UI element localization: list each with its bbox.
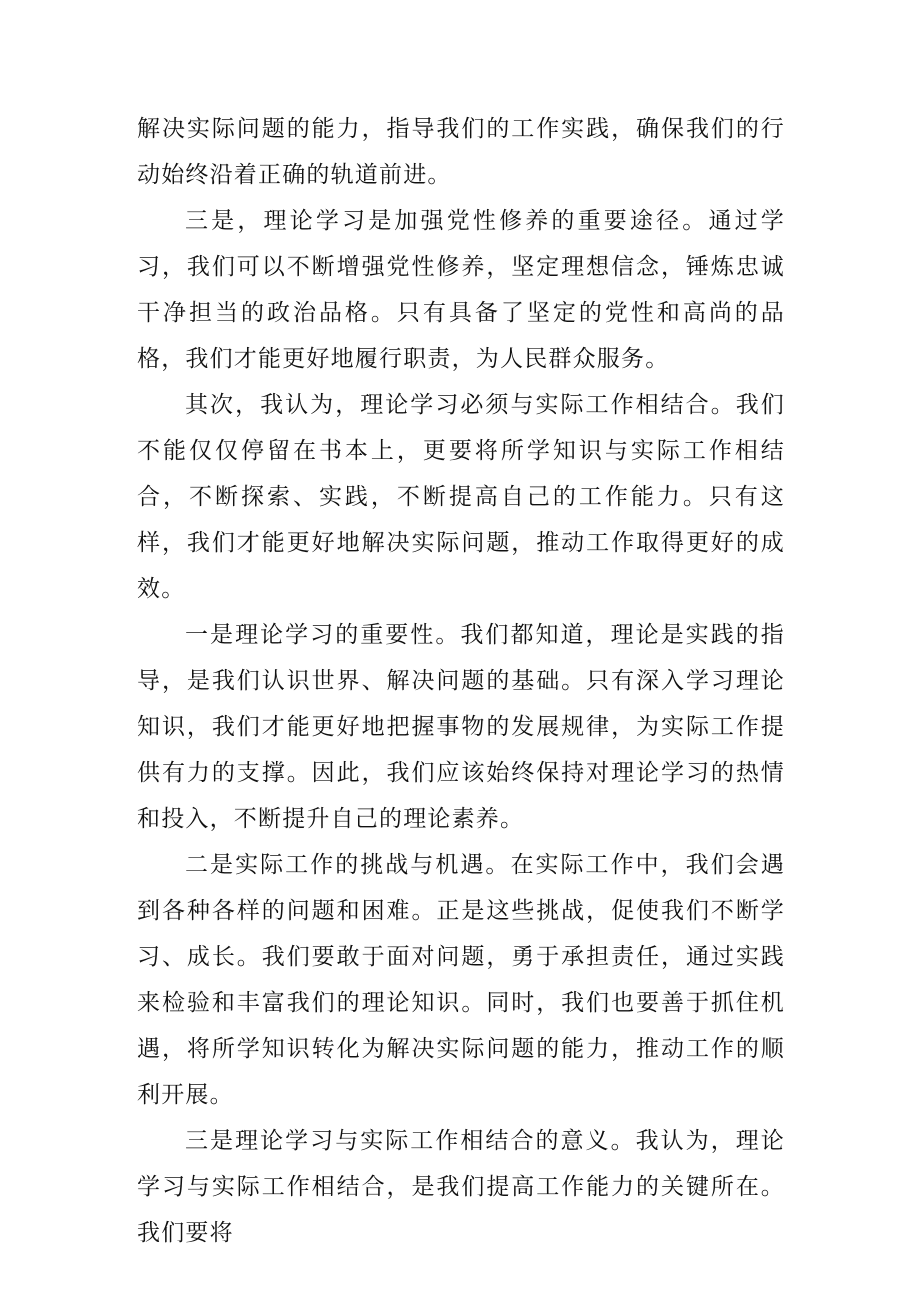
paragraph-importance: 一是理论学习的重要性。我们都知道，理论是实践的指导，是我们认识世界、解决问题的基础。只有深入学习理论知识，我们才能更好地把握事物的发展规律，为实际工作提供有力的支撑。因此，我们应该始终保持对理论学习的热情和投入，不断提升自己的理论素养。 — [137, 622, 785, 832]
paragraph-party-spirit: 三是，理论学习是加强党性修养的重要途径。通过学习，我们可以不断增强党性修养，坚定理想信念，锤炼忠诚干净担当的政治品格。只有具备了坚定的党性和高尚的品格，我们才能更好地履行职责，为人民群众服务。 — [137, 208, 785, 372]
paragraph-continuation: 解决实际问题的能力，指导我们的工作实践，确保我们的行动始终沿着正确的轨道前进。 — [137, 116, 785, 188]
document-body — [137, 106, 785, 1256]
paragraph-significance: 三是理论学习与实际工作相结合的意义。我认为，理论学习与实际工作相结合，是我们提高工作能力的关键所在。我们要将 — [137, 1128, 785, 1246]
paragraph-theory-practice: 其次，我认为，理论学习必须与实际工作相结合。我们不能仅仅停留在书本上，更要将所学知识与实际工作相结合，不断探索、实践，不断提高自己的工作能力。只有这样，我们才能更好地解决实际问题，推动工作取得更好的成效。 — [137, 392, 785, 602]
paragraph-challenges: 二是实际工作的挑战与机遇。在实际工作中，我们会遇到各种各样的问题和困难。正是这些挑战，促使我们不断学习、成长。我们要敢于面对问题，勇于承担责任，通过实践来检验和丰富我们的理论知识。同时，我们也要善于抓住机遇，将所学知识转化为解决实际问题的能力，推动工作的顺利开展。 — [137, 852, 785, 1108]
